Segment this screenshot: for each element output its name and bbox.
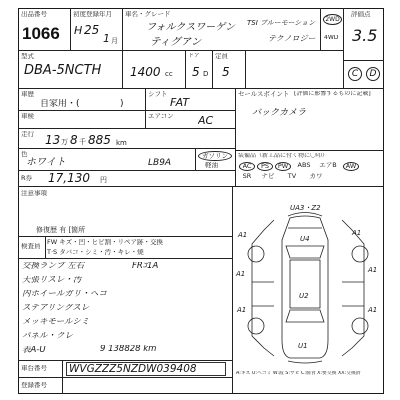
- door-label: ドア: [188, 53, 200, 59]
- damage-mark: A1: [238, 231, 248, 239]
- vehicle-grade-line2: テクノロジー: [268, 34, 316, 43]
- equipment-item: AC: [239, 162, 255, 171]
- rule-line: [62, 360, 63, 394]
- shift-label: シフト: [148, 91, 168, 98]
- sales-point-label: セールスポイント: [238, 91, 290, 98]
- handwritten-note: パネル・クレ: [22, 332, 74, 341]
- recycle-amount: 17,130: [48, 172, 90, 185]
- door-unit: D: [203, 70, 209, 78]
- damage-mark: U2: [299, 292, 309, 300]
- rule-line: [18, 110, 235, 111]
- equipment-item: AW: [343, 162, 359, 171]
- handwritten-note: メッキモールシミ: [22, 318, 90, 327]
- equipment-item: TV: [287, 173, 297, 180]
- recycle-label: R券: [21, 175, 33, 182]
- equipment-item: ナビ: [261, 173, 275, 180]
- history-close: ): [120, 99, 124, 109]
- inspector-line2: T·S タバコ・シミ・汚・キレ・焼: [47, 249, 144, 256]
- rule-line: [18, 148, 235, 149]
- windshield: [286, 246, 324, 258]
- lot-label: 出品番号: [21, 11, 47, 18]
- rule-line: [122, 8, 123, 88]
- rule-line: [245, 50, 246, 88]
- doors: 5: [192, 66, 200, 79]
- mileage-sen-unit: 千: [79, 138, 86, 146]
- registration-label: 登録番号: [21, 382, 47, 389]
- color-code: LB9A: [148, 158, 172, 168]
- rear-window: [286, 310, 324, 322]
- aircon-label: エアコン: [148, 113, 174, 120]
- mileage-man-unit: 万: [61, 138, 68, 146]
- color-label: 色: [21, 151, 28, 158]
- front-bumper: [288, 213, 322, 217]
- aircon-value: AC: [198, 115, 214, 127]
- fuel-diesel: 軽油: [205, 162, 218, 169]
- rule-line: [235, 150, 384, 151]
- equipment-item: カワ: [309, 173, 323, 180]
- left-side-outline: [252, 220, 274, 356]
- vehicle-name-label: 車名・グレード: [125, 11, 171, 18]
- score-interior: C: [348, 67, 362, 81]
- vehicle-model: ティグアン: [150, 36, 202, 48]
- handwritten-note: 内ホイールガリ・ヘコ: [22, 290, 107, 299]
- sales-point-note: [評価に影響するものに記載]: [294, 91, 371, 97]
- capacity: 5: [222, 66, 230, 79]
- equipment-item: PS: [257, 162, 273, 171]
- vehicle-grade-line1: TSI ブルーモーション: [247, 19, 316, 27]
- chassis-number: WVGZZZ5NZDW039408: [69, 363, 197, 375]
- rule-line: [320, 8, 321, 50]
- rule-line: [70, 8, 71, 50]
- vehicle-make: フォルクスワーゲン: [146, 22, 235, 33]
- damage-mark: U1: [298, 342, 308, 350]
- rule-line: [18, 50, 343, 51]
- rule-line: [185, 50, 186, 88]
- rule-line: [145, 88, 146, 128]
- drive-4wd: 4WD: [324, 35, 339, 41]
- rule-line: [343, 60, 384, 61]
- handwritten-note-extra: FRｺ1A: [132, 262, 159, 271]
- rule-line: [18, 258, 232, 259]
- lot-number: 1066: [22, 24, 60, 43]
- inspector-label: 検査員: [21, 243, 41, 250]
- first-registration-era: H: [74, 25, 83, 37]
- odometer-note-value: 9 138828 km: [100, 345, 157, 354]
- damage-mark: U4: [300, 235, 310, 243]
- displacement: 1400: [130, 66, 161, 79]
- notes-label: 注意事項: [21, 190, 47, 197]
- damage-mark: A1: [352, 229, 362, 237]
- rule-line: [45, 236, 46, 258]
- handwritten-note: ステアリングスレ: [22, 304, 90, 313]
- fuel-gasoline-circled: ガソリン: [198, 151, 232, 161]
- damage-mark: A1: [237, 306, 247, 314]
- capacity-label: 定員: [215, 53, 228, 60]
- rule-line: [195, 148, 196, 170]
- equipment-item: ABS: [297, 162, 311, 169]
- equipment-item: SR: [242, 173, 252, 180]
- roof: [290, 260, 320, 308]
- mileage-unit: km: [116, 139, 127, 147]
- wheel-icon: [352, 318, 368, 334]
- equipment-item: PW: [275, 162, 291, 171]
- odometer-note-label: 表A-U: [22, 346, 46, 355]
- model-code: DBA-5NCTH: [24, 64, 102, 78]
- rule-line: [18, 236, 232, 237]
- equipment-label: 装備品（新工品に付く物に〇印）: [238, 153, 329, 159]
- repair-history: 修復歴 有 [箇所: [36, 226, 86, 234]
- inspector-line1: FW キズ・凹・ヒビ割・リペア跡・交換: [47, 239, 163, 246]
- rule-line: [18, 360, 232, 361]
- first-registration-year: 25: [84, 24, 100, 37]
- history-value: 自家用・(: [40, 99, 80, 109]
- damage-mark: A1: [236, 270, 246, 278]
- inspection-label: 車検: [21, 113, 34, 120]
- wheel-icon: [248, 246, 264, 262]
- rear-bumper: [288, 361, 322, 363]
- score-label: 評価点: [351, 11, 371, 18]
- rule-line: [18, 128, 235, 129]
- rule-line: [18, 88, 384, 89]
- month-unit: 月: [111, 37, 118, 45]
- score-exterior: D: [366, 67, 380, 81]
- damage-mark: A1: [368, 306, 378, 314]
- mileage-sen: 8: [70, 134, 78, 147]
- rule-line: [212, 50, 213, 88]
- handwritten-note: 天張リスレ・汚: [22, 276, 82, 285]
- history-label: 車歴: [21, 91, 34, 98]
- damage-mark: UA3・Z2: [290, 204, 321, 212]
- chassis-label: 車台番号: [21, 365, 47, 372]
- diagram-legend: A:キズ U:ヘコミ W:波 S:サビ C:腐食 X:要交換 XX:交換済: [236, 371, 361, 376]
- rule-line: [18, 186, 384, 187]
- wheel-icon: [352, 246, 368, 262]
- damage-diagram: [232, 200, 384, 366]
- sales-point-value: バックカメラ: [252, 108, 307, 118]
- mileage-label: 走行: [21, 131, 34, 138]
- right-side-outline: [342, 220, 364, 356]
- first-registration-label: 初度登録年月: [73, 11, 112, 18]
- color-value: ホワイト: [26, 157, 66, 168]
- handwritten-note: 交換ランプ 左右: [22, 262, 85, 271]
- model-code-label: 型式: [21, 53, 34, 60]
- recycle-unit: 円: [100, 176, 107, 184]
- damage-mark: A1: [368, 266, 378, 274]
- mileage-man: 13: [45, 134, 61, 147]
- shift-value: FAT: [170, 97, 190, 109]
- first-registration-month: 1: [103, 33, 110, 45]
- mileage-rest: 885: [88, 134, 111, 147]
- displacement-unit: cc: [165, 70, 173, 78]
- rule-line: [235, 88, 236, 186]
- rule-line: [18, 170, 235, 171]
- equipment-item: エアB: [319, 162, 337, 169]
- drive-2wd-circled: 2WD: [323, 14, 342, 25]
- rule-line: [18, 377, 232, 378]
- rule-line: [343, 8, 344, 88]
- wheel-icon: [248, 318, 264, 334]
- score-overall: 3.5: [352, 27, 378, 45]
